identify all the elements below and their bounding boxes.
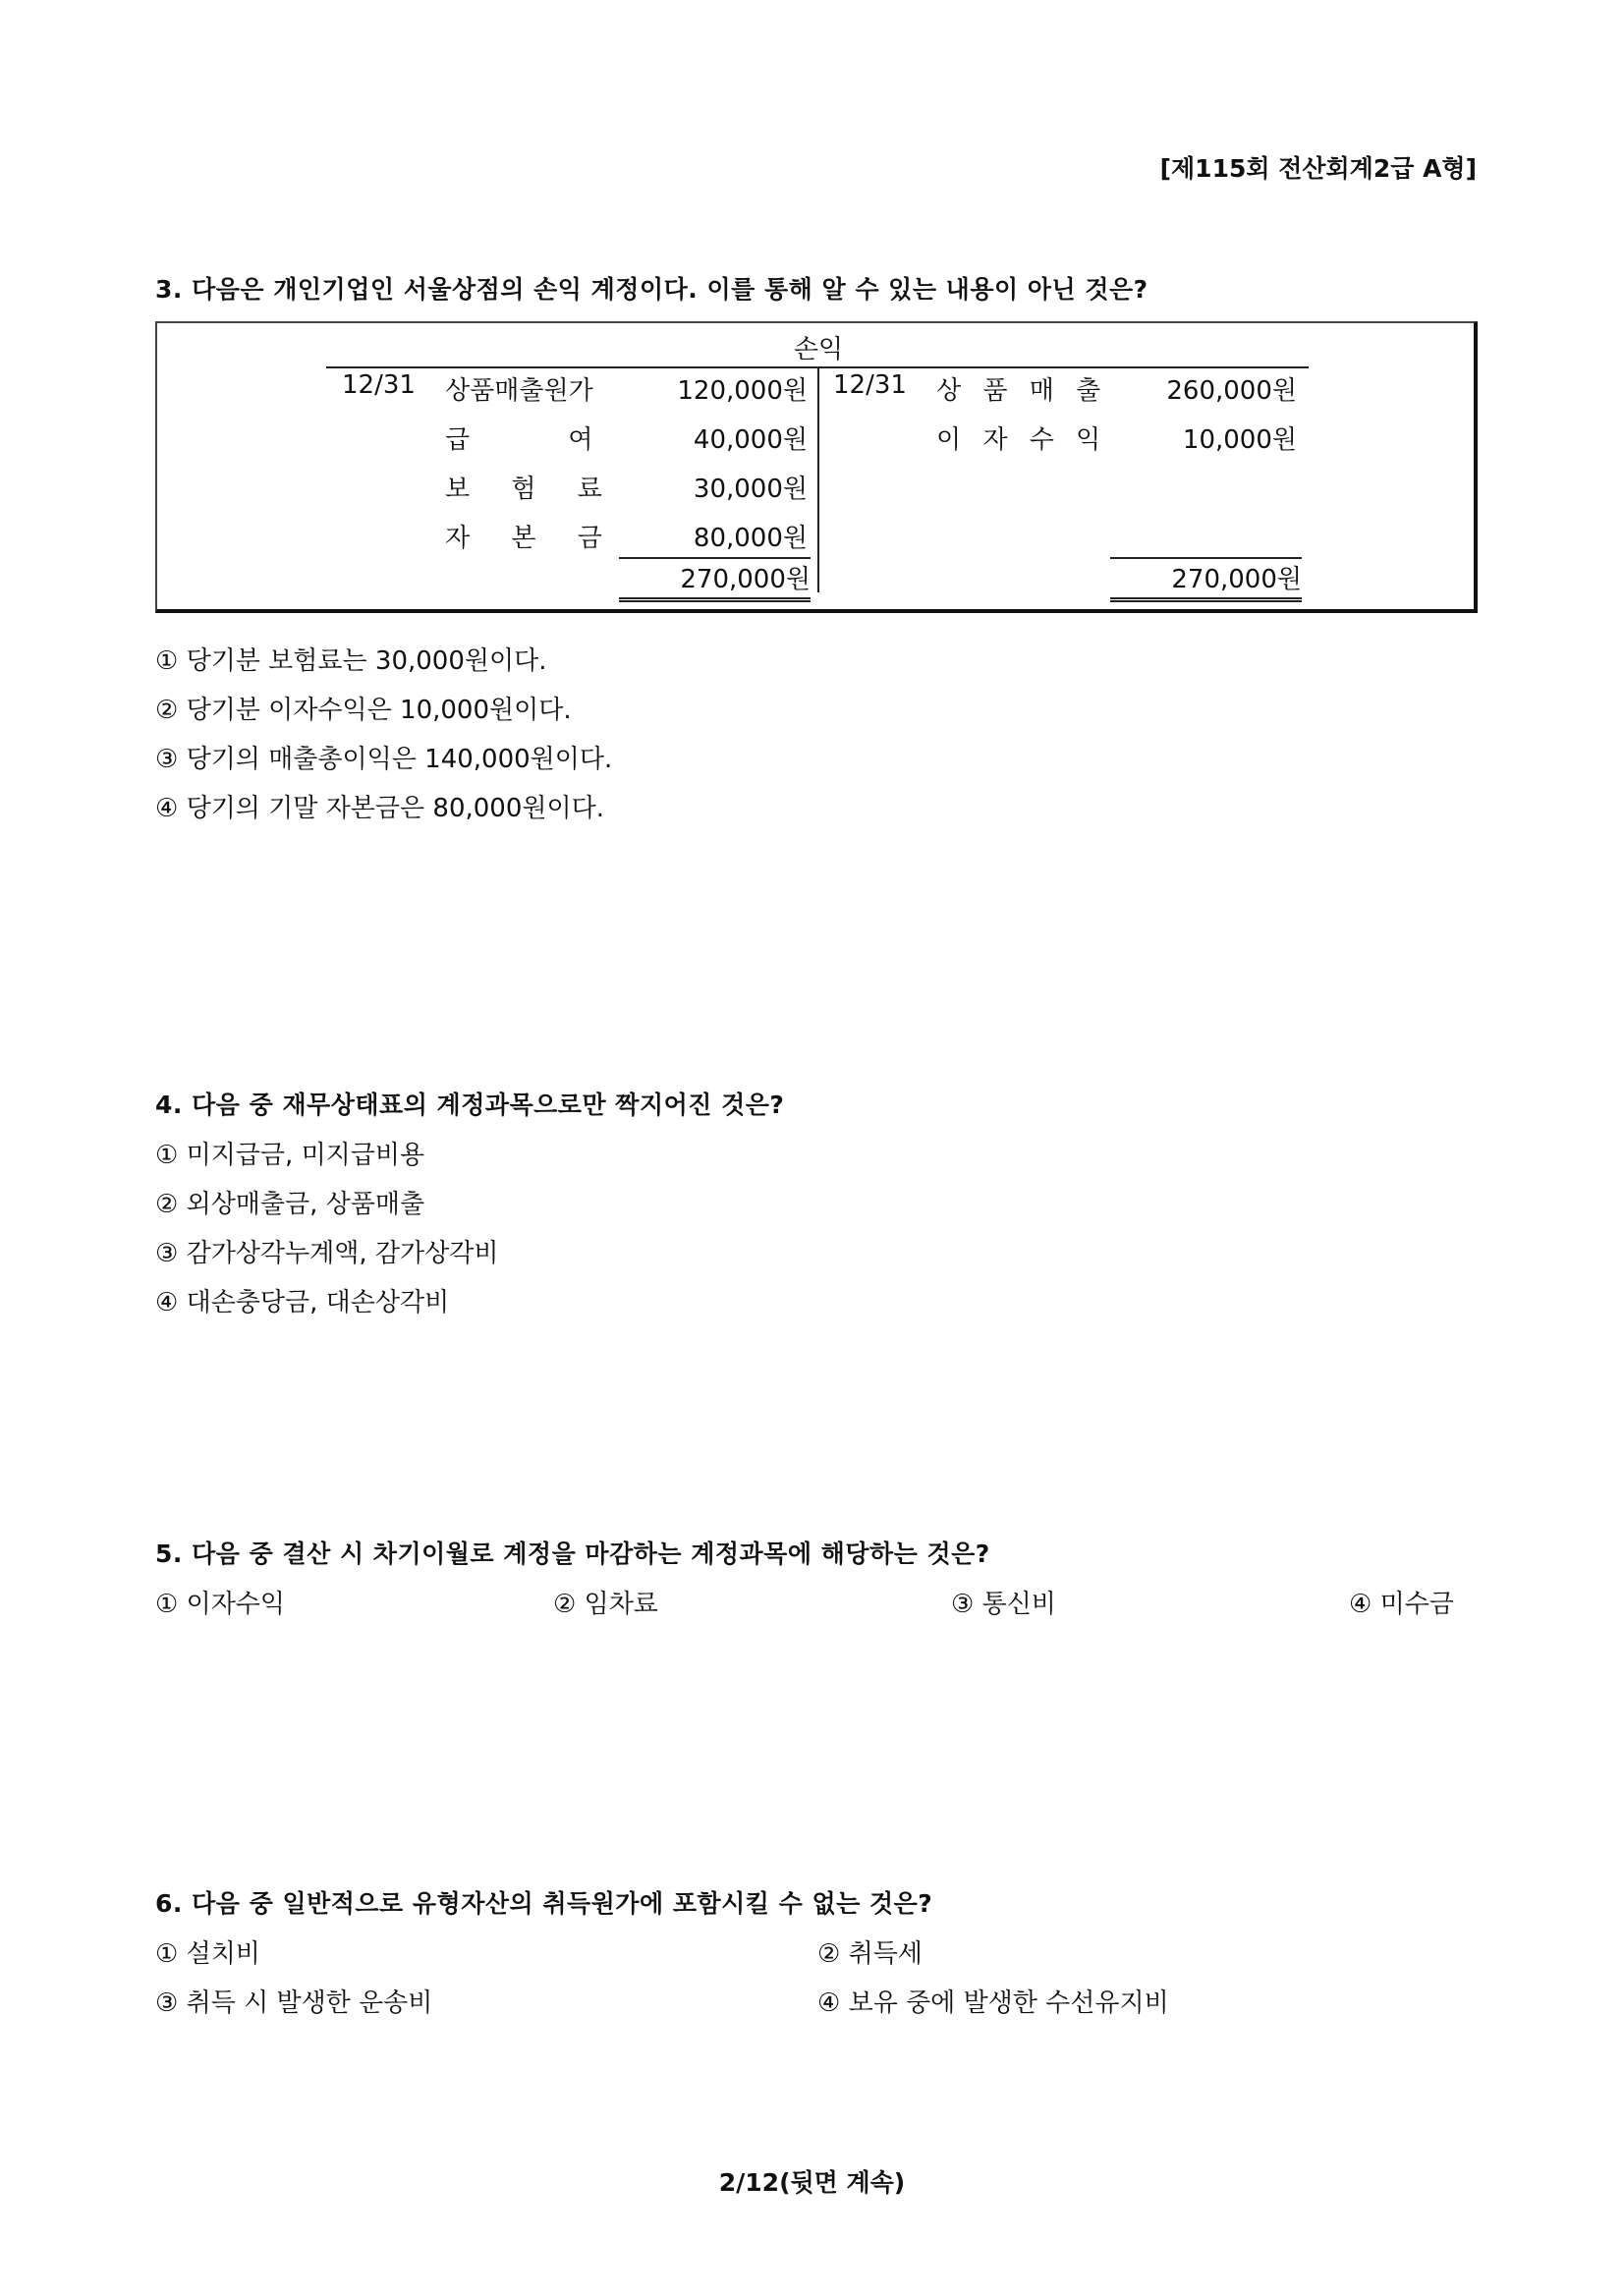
ledger-title: 손익	[793, 335, 844, 364]
question-5-stem: 5. 다음 중 결산 시 차기이월로 계정을 마감하는 계정과목에 해당하는 것은?	[155, 1540, 990, 1568]
question-6-stem: 6. 다음 중 일반적으로 유형자산의 취득원가에 포함시킬 수 없는 것은?	[155, 1889, 933, 1918]
credit-amount-1: 260,000원	[1166, 376, 1297, 406]
credit-total: 270,000원	[1110, 557, 1302, 602]
question-3-stem: 3. 다음은 개인기업인 서울상점의 손익 계정이다. 이를 통해 알 수 있는 내용이 아닌 것은?	[155, 275, 1148, 304]
debit-amount-3: 30,000원	[693, 475, 808, 504]
q4-option-2[interactable]: ② 외상매출금, 상품매출	[155, 1190, 425, 1219]
debit-account-2: 급 여	[445, 425, 593, 455]
ledger-center-rule	[817, 366, 819, 592]
ledger-table	[155, 321, 1478, 613]
credit-account-2: 이 자 수 익	[936, 425, 1101, 455]
q6-option-2[interactable]: ② 취득세	[817, 1939, 923, 1969]
q5-option-4[interactable]: ④ 미수금	[1349, 1590, 1454, 1619]
q6-option-4[interactable]: ④ 보유 중에 발생한 수선유지비	[817, 1988, 1169, 2018]
debit-account-4: 자 본 금	[445, 524, 602, 553]
q4-option-4[interactable]: ④ 대손충당금, 대손상각비	[155, 1288, 450, 1317]
credit-account-1: 상 품 매 출	[936, 376, 1101, 406]
q3-option-4[interactable]: ④ 당기의 기말 자본금은 80,000원이다.	[155, 794, 604, 823]
q3-option-3[interactable]: ③ 당기의 매출총이익은 140,000원이다.	[155, 745, 613, 774]
credit-amount-2: 10,000원	[1182, 425, 1297, 455]
debit-account-3: 보 험 료	[445, 475, 602, 504]
q4-option-1[interactable]: ① 미지급금, 미지급비용	[155, 1141, 425, 1170]
debit-date: 12/31	[342, 370, 416, 400]
q3-option-2[interactable]: ② 당기분 이자수익은 10,000원이다.	[155, 696, 572, 725]
q6-option-3[interactable]: ③ 취득 시 발생한 운송비	[155, 1988, 433, 2018]
q5-option-2[interactable]: ② 임차료	[553, 1590, 658, 1619]
q4-option-3[interactable]: ③ 감가상각누계액, 감가상각비	[155, 1239, 499, 1268]
debit-amount-1: 120,000원	[677, 376, 808, 406]
q6-option-1[interactable]: ① 설치비	[155, 1939, 260, 1969]
debit-account-1: 상품매출원가	[445, 376, 593, 406]
q5-option-3[interactable]: ③ 통신비	[951, 1590, 1056, 1619]
credit-date: 12/31	[833, 370, 907, 400]
page-footer: 2/12(뒷면 계속)	[718, 2168, 906, 2197]
debit-amount-2: 40,000원	[693, 425, 808, 455]
q3-option-1[interactable]: ① 당기분 보험료는 30,000원이다.	[155, 646, 547, 676]
q5-option-1[interactable]: ① 이자수익	[155, 1590, 286, 1619]
question-4-stem: 4. 다음 중 재무상태표의 계정과목으로만 짝지어진 것은?	[155, 1091, 785, 1119]
debit-total: 270,000원	[619, 557, 811, 602]
debit-amount-4: 80,000원	[693, 524, 808, 553]
exam-header: [제115회 전산회계2급 A형]	[1159, 154, 1477, 183]
